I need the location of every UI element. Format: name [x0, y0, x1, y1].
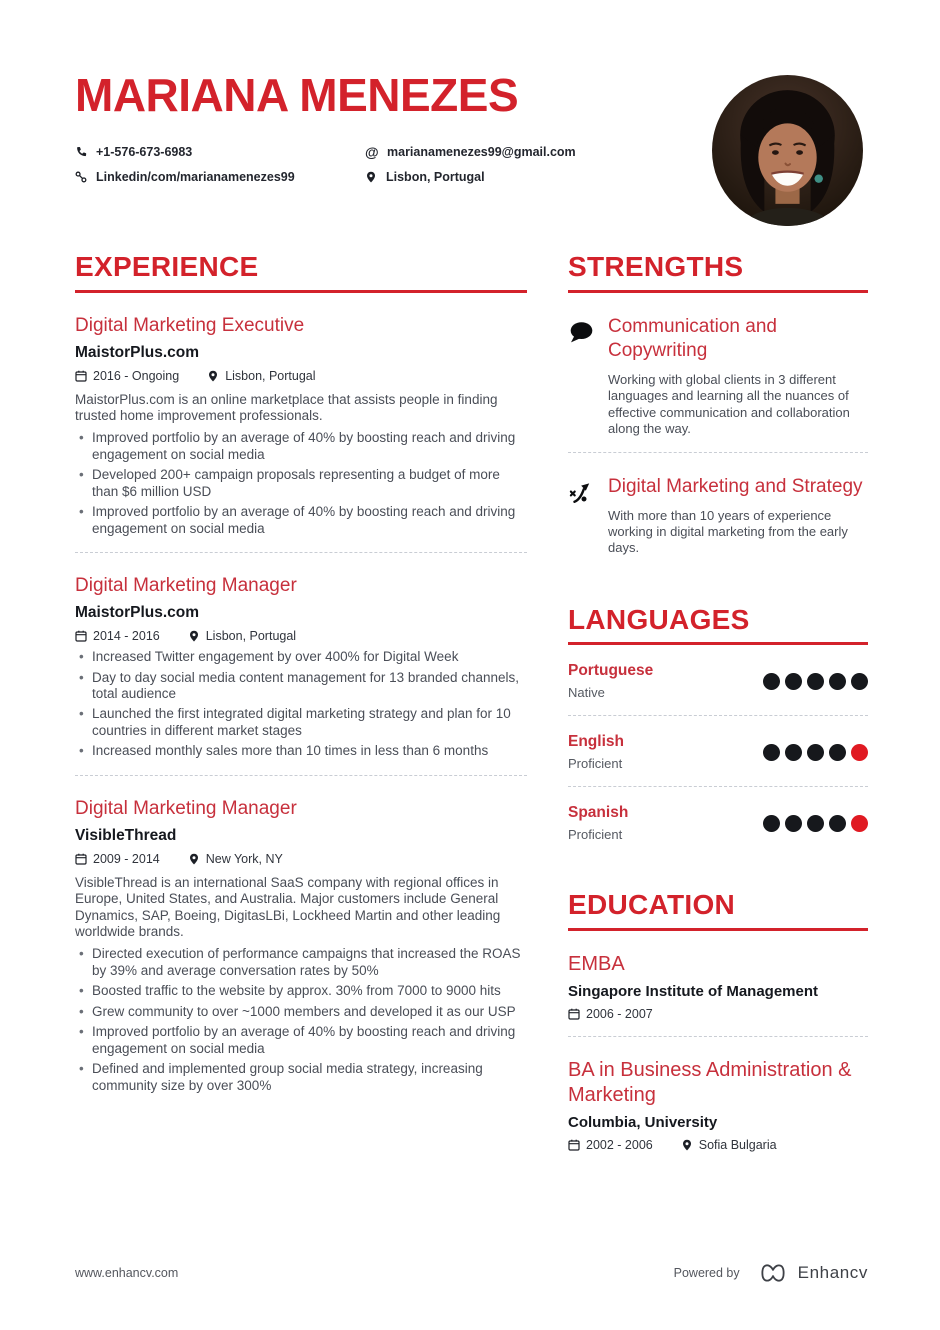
- level-dot-filled: [829, 673, 846, 690]
- calendar-icon: [75, 853, 87, 865]
- resume-header: [75, 69, 675, 184]
- enhancv-brand-text: Enhancv: [797, 1263, 868, 1282]
- linkedin-handle: Linkedin/com/marianamenezes99: [96, 170, 295, 184]
- job-title: Digital Marketing Executive: [75, 314, 305, 336]
- profile-photo-image: [712, 75, 863, 226]
- level-dot-filled: [829, 815, 846, 832]
- level-dot-unfilled: [851, 744, 868, 761]
- language-name: Spanish: [568, 804, 629, 822]
- strength-title: Digital Marketing and Strategy: [608, 476, 863, 498]
- date-range: [75, 369, 179, 383]
- profile-photo: [712, 75, 863, 226]
- company-summary: MaistorPlus.com is an online marketplace that assists people in finding trusted home improvement professionals.: [75, 391, 498, 424]
- date-range-text: 2002 - 2006: [586, 1138, 653, 1153]
- education-entry: [568, 952, 868, 1021]
- degree-title: EMBA: [568, 953, 625, 976]
- achievement-item: • Increased monthly sales more than 10 times in less than 6 months: [92, 743, 527, 759]
- dashed-divider: [568, 1036, 868, 1037]
- job-location-text: Lisbon, Portugal: [205, 629, 297, 644]
- location-text: Lisbon, Portugal: [386, 170, 485, 184]
- speech-bubble-icon: [568, 315, 595, 437]
- language-level-dots: [763, 815, 868, 832]
- achievement-item: • Improved portfolio by an average of 40% by boosting reach and driving engagement on social media: [92, 1024, 527, 1057]
- date-range: [568, 1138, 653, 1152]
- job-title: Digital Marketing Manager: [75, 797, 297, 819]
- calendar-icon: [568, 1139, 580, 1151]
- email-icon: @: [365, 144, 379, 160]
- language-name: Portuguese: [568, 662, 654, 680]
- education-entry: [568, 1058, 868, 1152]
- achievement-item: • Launched the first integrated digital marketing strategy and plan for 10 countries in different market stages: [92, 706, 527, 739]
- dashed-divider: [568, 715, 868, 716]
- experience-entry: [75, 797, 527, 1094]
- school-name: Columbia, University: [568, 1114, 718, 1132]
- entry-meta: [568, 1007, 868, 1021]
- enhancv-url-link[interactable]: www.enhancv.com: [75, 1266, 179, 1280]
- level-dot-filled: [763, 673, 780, 690]
- linkedin-contact[interactable]: [75, 170, 365, 184]
- strengths-section: [568, 252, 868, 557]
- level-dot-filled: [807, 744, 824, 761]
- date-range-text: 2006 - 2007: [586, 1007, 653, 1022]
- language-level: Proficient: [568, 756, 623, 772]
- resume-body: [75, 252, 868, 1152]
- school-location-text: Sofia Bulgaria: [698, 1138, 777, 1153]
- job-location: [188, 852, 283, 866]
- job-location: [188, 629, 296, 643]
- company-name: MaistorPlus.com: [75, 343, 200, 361]
- achievement-item: • Day to day social media content management for 13 branded channels, total audience: [92, 670, 527, 703]
- degree-title: BA in Business Administration & Marketing: [568, 1059, 852, 1107]
- location-icon: [188, 630, 200, 642]
- experience-entry: [75, 574, 527, 760]
- company-summary: VisibleThread is an international SaaS company with regional offices in Europe, United States, and Australia. Major customers include General Dynamics, SAP, Boeing, DigitasLBi, Lockheed Martin and other leading worldwide brands.: [75, 874, 501, 940]
- dashed-divider: [75, 775, 527, 776]
- level-dot-unfilled: [851, 815, 868, 832]
- achievement-item: • Directed execution of performance campaigns that increased the ROAS by 39% and average conversation rates by 50%: [92, 946, 527, 979]
- phone-icon: [75, 146, 87, 158]
- experience-heading: EXPERIENCE: [75, 252, 527, 293]
- calendar-icon: [75, 370, 87, 382]
- location-icon: [188, 853, 200, 865]
- experience-entry: [75, 314, 527, 538]
- phone-contact: [75, 144, 365, 160]
- achievement-item: • Boosted traffic to the website by approx. 30% from 7000 to 9000 hits: [92, 983, 527, 999]
- entry-meta: [568, 1138, 868, 1152]
- achievement-item: • Grew community to over ~1000 members and developed it as our USP: [92, 1004, 527, 1020]
- calendar-icon: [568, 1008, 580, 1020]
- school-location: [681, 1138, 777, 1152]
- level-dot-filled: [763, 744, 780, 761]
- education-section: [568, 890, 868, 1152]
- phone-number: +1-576-673-6983: [96, 145, 193, 159]
- language-info: [568, 804, 628, 842]
- date-range-text: 2009 - 2014: [93, 851, 160, 866]
- language-level: Native: [568, 685, 605, 701]
- languages-heading: LANGUAGES: [568, 605, 868, 646]
- job-location: [207, 369, 315, 383]
- date-range: [75, 629, 160, 643]
- company-name: MaistorPlus.com: [75, 604, 200, 622]
- level-dot-filled: [763, 815, 780, 832]
- language-info: [568, 662, 653, 700]
- page-footer: [75, 1262, 868, 1284]
- languages-section: [568, 605, 868, 843]
- language-row: [568, 662, 868, 700]
- experience-section: [75, 252, 527, 1152]
- powered-by: [674, 1262, 868, 1284]
- strength-description: With more than 10 years of experience working in digital marketing from the early days.: [608, 507, 848, 556]
- sidebar-column: [568, 252, 868, 1152]
- entry-meta: [75, 852, 527, 866]
- achievement-item: • Improved portfolio by an average of 40% by boosting reach and driving engagement on social media: [92, 504, 527, 537]
- education-heading: EDUCATION: [568, 890, 868, 931]
- company-name: VisibleThread: [75, 826, 177, 844]
- school-name: Singapore Institute of Management: [568, 983, 819, 1001]
- language-name: English: [568, 733, 624, 751]
- strategy-icon: [568, 475, 595, 556]
- link-icon: [75, 171, 87, 183]
- email-contact[interactable]: [365, 144, 675, 160]
- strength-content: [608, 475, 868, 556]
- language-level-dots: [763, 744, 868, 761]
- level-dot-filled: [829, 744, 846, 761]
- language-row: [568, 804, 868, 842]
- powered-by-label: Powered by: [673, 1266, 740, 1280]
- enhancv-logo-icon: [756, 1262, 790, 1284]
- language-level: Proficient: [568, 827, 623, 843]
- achievement-item: • Developed 200+ campaign proposals representing a budget of more than $6 million USD: [92, 467, 527, 500]
- dashed-divider: [568, 786, 868, 787]
- achievement-item: • Improved portfolio by an average of 40% by boosting reach and driving engagement on social media: [92, 430, 527, 463]
- contact-info: [75, 144, 675, 184]
- achievement-item: • Increased Twitter engagement by over 400% for Digital Week: [92, 649, 527, 665]
- dashed-divider: [75, 552, 527, 553]
- level-dot-filled: [807, 815, 824, 832]
- date-range-text: 2016 - Ongoing: [93, 368, 180, 383]
- achievement-list: [75, 946, 527, 1094]
- location-icon: [207, 370, 219, 382]
- enhancv-logo[interactable]: [756, 1262, 868, 1284]
- language-info: [568, 733, 624, 771]
- job-location-text: New York, NY: [205, 851, 283, 866]
- dashed-divider: [568, 452, 868, 453]
- level-dot-filled: [851, 673, 868, 690]
- level-dot-filled: [785, 673, 802, 690]
- achievement-item: • Defined and implemented group social media strategy, increasing community size by over 300%: [92, 1061, 527, 1094]
- achievement-list: [75, 649, 527, 760]
- job-location-text: Lisbon, Portugal: [225, 368, 316, 383]
- calendar-icon: [75, 630, 87, 642]
- level-dot-filled: [807, 673, 824, 690]
- language-row: [568, 733, 868, 771]
- level-dot-filled: [785, 815, 802, 832]
- strengths-heading: STRENGTHS: [568, 252, 868, 293]
- strength-item: [568, 315, 868, 437]
- level-dot-filled: [785, 744, 802, 761]
- location-icon: [365, 171, 377, 183]
- entry-meta: [75, 629, 527, 643]
- entry-meta: [75, 369, 527, 383]
- strength-description: Working with global clients in 3 different languages and learning all the nuances of effective communication and collaboration along the way.: [608, 372, 850, 436]
- achievement-list: [75, 430, 527, 537]
- person-name: MARIANA MENEZES: [75, 69, 519, 121]
- date-range-text: 2014 - 2016: [93, 629, 160, 644]
- location-contact: [365, 170, 675, 184]
- strength-title: Communication and Copywriting: [608, 315, 777, 362]
- date-range: [568, 1007, 653, 1021]
- location-icon: [681, 1139, 693, 1151]
- language-level-dots: [763, 673, 868, 690]
- date-range: [75, 852, 160, 866]
- strength-item: [568, 475, 868, 556]
- email-address: marianamenezes99@gmail.com: [387, 145, 576, 159]
- strength-content: [608, 315, 868, 437]
- job-title: Digital Marketing Manager: [75, 575, 297, 597]
